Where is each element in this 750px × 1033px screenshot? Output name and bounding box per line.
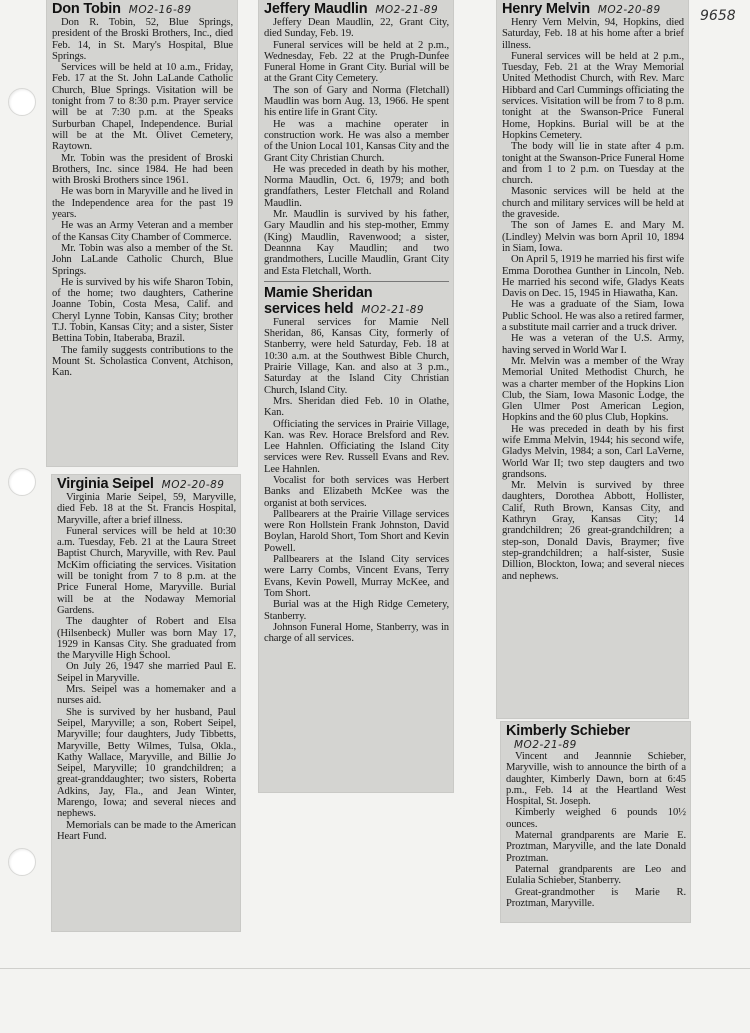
obituary-paragraph: Johnson Funeral Home, Stanberry, was in charge of all services. xyxy=(264,621,449,645)
obituary-paragraph: Funeral services for Mamie Nell Sheridan, 86, Kansas City, formerly of Stanberry, were held Saturday, Feb. 18 at 10:30 a.m. at the Southwest Bible Church, Prairie Village, Kan. and also at 3 p.m., Saturday at the Island City Christian Church, Island City. xyxy=(264,316,449,396)
obituary-paragraph: He is survived by his wife Sharon Tobin, of the home; two daughters, Catherine Joanne Tobin, Costa Mesa, Calif. and Cheryl Lynne Tobin, Kansas City; brother T.J. Tobin, Kansas City; and a sister, Sister Bettina Tobin, Itaberaba, Brazil. xyxy=(52,276,233,345)
handwritten-date: MO2-20-89 xyxy=(597,4,661,16)
clipping-henry-melvin xyxy=(497,0,688,718)
obituary-paragraph: Mrs. Seipel was a homemaker and a nurses aid. xyxy=(57,684,236,707)
obituary-paragraph: Vocalist for both services was Herbert Banks and Elizabeth McKee was the organist at both services. xyxy=(264,474,449,509)
obituary-paragraph: He was a machine operater in construction work. He was also a member of the Union Local 101, Kansas City and the Grant City Christian Church. xyxy=(264,118,449,164)
handwritten-date: MO2-21-89 xyxy=(514,739,577,751)
obituary-paragraph: Mrs. Sheridan died Feb. 10 in Olathe, Kan. xyxy=(264,395,449,419)
page-id-mark: 9658 xyxy=(700,8,736,24)
announcement-title: Kimberly Schieber xyxy=(506,723,630,739)
obituary-paragraph: Mr. Tobin was also a member of the St. John LaLande Catholic Church, Blue Springs. xyxy=(52,242,233,277)
obituary-paragraph: He was an Army Veteran and a member of the Kansas City Chamber of Commerce. xyxy=(52,220,233,243)
obituary-paragraph: Don R. Tobin, 52, Blue Springs, president of the Broski Brothers, Inc., died Feb. 14, in St. Mary's Hospital, Blue Springs. xyxy=(52,17,233,62)
obituary-paragraph: Mr. Maudlin is survived by his father, Gary Maudlin and his step-mother, Emmy (King) Maudlin, Ravenwood; a sister, Deannna Kay Maudlin; and two grandmothers, Lucille Maudlin, Grant City and Esta Fletchall, Worth. xyxy=(264,209,449,277)
obituary-paragraph: Memorials can be made to the American Heart Fund. xyxy=(57,819,236,842)
announcement-paragraph: Kimberly weighed 6 pounds 10½ ounces. xyxy=(506,807,686,830)
obituary-paragraph: On July 26, 1947 she married Paul E. Seipel in Maryville. xyxy=(57,661,236,684)
announcement-paragraph: Paternal grandparents are Leo and Eulalia Schieber, Stanberry. xyxy=(506,863,686,887)
obituary-title: Virginia Seipel xyxy=(57,476,154,492)
handwritten-date: MO2-21-89 xyxy=(361,303,425,316)
announcement-paragraph: Maternal grandparents are Marie E. Proztman, Maryville, and the late Donald Proztman. xyxy=(506,830,686,864)
handwritten-date: MO2-20-89 xyxy=(161,479,225,491)
obituary-paragraph: Jeffery Dean Maudlin, 22, Grant City, died Sunday, Feb. 19. xyxy=(264,17,449,40)
obituary-paragraph: Pallbearers at the Island City services were Larry Combs, Vincent Evans, Terry Evans, Kevin Powell, Murray McKee, and Tom Short. xyxy=(264,554,449,599)
obituary-paragraph: Mr. Melvin was a member of the Wray Memorial United Methodist Church, he was a charter member of the Hopkins Lion Club, the Siam, Iowa Masonic Lodge, the Glen Ulmer Post American Legion, Hopkins and the 60 plus Club, Hopkins. xyxy=(502,355,684,424)
obituary-paragraph: Officiating the services in Prairie Village, Kan. was Rev. Horace Brelsford and Rev. Lee Hahnlen. Officiating the Island City services were Rev. Russell Evans and Rev. Lee Hahnlen. xyxy=(264,418,449,475)
obituary-paragraph: Virginia Marie Seipel, 59, Maryville, died Feb. 18 at the St. Francis Hospital, Maryville, after a brief illness. xyxy=(57,492,236,526)
announcement-paragraph: Vincent and Jeannnie Schieber, Maryville, wish to announce the birth of a daughter, Kimberly Dawn, born at 6:45 p.m., Feb. 14 at the Heartland West Hospital, St. Joseph. xyxy=(506,751,686,808)
obituary-paragraph: He was a graduate of the Siam, Iowa Public School. He was also a retired farmer, a substitute mail carrier and a truck driver. xyxy=(502,299,684,334)
binder-hole xyxy=(8,468,36,496)
obituary-paragraph: Henry Vern Melvin, 94, Hopkins, died Saturday, Feb. 18 at his home after a brief illness. xyxy=(502,17,684,51)
obituary-paragraph: Funeral services will be held at 2 p.m., Wednesday, Feb. 22 at the Prugh-Dunfee Funeral Home in Grant City. Burial will be at the Grant City Cemetery. xyxy=(264,39,449,85)
obituary-title: Mamie Sheridan xyxy=(264,284,373,301)
obituary-paragraph: Services will be held at 10 a.m., Friday, Feb. 17 at the St. John LaLande Catholic Church, Blue Springs. Visitation will be tonight from 7 to 8:30 p.m. Prayer service will be at 7:30 p.m. at the Speaks Surburban Chapel, Independence. Burial will be at the Mt. Olivet Cemetery, Raytown. xyxy=(52,62,233,153)
obituary-paragraph: Funeral services will be held at 10:30 a.m. Tuesday, Feb. 21 at the Laura Street Baptist Church, Maryville, with Rev. Paul McKim officiating the services. Visitation will be tonight from 7 to 8 p.m. at the Price Funeral Home, Maryville. Burial will be at the Nodaway Memorial Gardens. xyxy=(57,525,236,616)
obituary-paragraph: Funeral services will be held at 2 p.m., Tuesday, Feb. 21 at the Wray Memorial United Methodist Church, with Rev. Marc Hibbard and Carl Cummings officiating the services. Visitation will be from 7 to 8 p.m. tonight at the Swanson-Price Funeral Home, Hopkins. Burial will be at the Hopkins Cemetery. xyxy=(502,50,684,141)
obituary-paragraph: The body will lie in state after 4 p.m. tonight at the Swanson-Price Funeral Home and from 1 to 2 p.m. on Tuesday at the church. xyxy=(502,141,684,187)
obituary-subtitle: services held xyxy=(264,300,354,317)
obituary-paragraph: He was born in Maryville and he lived in the Independence area for the past 19 years. xyxy=(52,186,233,221)
binder-hole xyxy=(8,88,36,116)
page-edge xyxy=(0,968,750,969)
obituary-paragraph: He was preceded in death by his first wife Emma Melvin, 1944; his second wife, Gladys Melvin, 1984; a son, Carl LaVerne, World War II; two step daugters and two grandsons. xyxy=(502,423,684,480)
obituary-paragraph: She is survived by her husband, Paul Seipel, Maryville; a son, Robert Seipel, Maryville; four daughters, Judy Tibbetts, Maryville, Betty Wilmes, Tulsa, Okla., Kathy Wallace, Maryville, and Billie Jo Seipel, Maryville; 10 grandchildren; a great-granddaughter; two sisters, Roberta Adkins, Jay, Fla., and Jean Winter, Marengo, Iowa; and several nieces and nephews. xyxy=(57,706,236,820)
obituary-paragraph: Mr. Melvin is survived by three daughters, Dorothea Abbott, Hollister, Calif, Ruth Brown, Kansas City, and Kathryn Gray, Kansas City; 14 grandchildren; 26 great-grandchildren; a step-son, Donald Davis, Braymer; five step-grandchildren; a half-sister, Susie Dillion, Blockton, Iowa; and several nieces and nephews. xyxy=(502,480,684,582)
obituary-title: Don Tobin xyxy=(52,1,121,17)
obituary-paragraph: He was preceded in death by his mother, Norma Maudlin, Oct. 6, 1979; and both grandfathers, Lester Fletchall and Roland Maudlin. xyxy=(264,163,449,209)
obituary-paragraph: He was a veteran of the U.S. Army, having served in World War I. xyxy=(502,333,684,356)
clipping-virginia-seipel xyxy=(52,475,240,931)
obituary-paragraph: The family suggests contributions to the Mount St. Scholastica Convent, Atchison, Kan. xyxy=(52,344,233,379)
obituary-paragraph: Masonic services will be held at the church and military services will be held at the graveside. xyxy=(502,186,684,221)
obituary-title: Henry Melvin xyxy=(502,1,590,17)
handwritten-date: MO2-21-89 xyxy=(375,4,439,16)
obituary-paragraph: Pallbearers at the Prairie Village services were Ron Hollstein Frank Johnston, David Boylan, Harold Short, Tom Short and Kevin Powell. xyxy=(264,508,449,554)
obituary-paragraph: Mr. Tobin was the president of Broski Brothers, Inc. since 1984. He had been with Broski Brothers since 1961. xyxy=(52,152,233,187)
column-divider xyxy=(264,281,449,282)
obituary-paragraph: Burial was at the High Ridge Cemetery, Stanberry. xyxy=(264,599,449,622)
announcement-paragraph: Great-grandmother is Marie R. Proztman, Maryville. xyxy=(506,886,686,909)
obituary-paragraph: The son of James E. and Mary M. (Lindley) Melvin was born April 10, 1894 in Siam, Iowa. xyxy=(502,220,684,254)
obituary-paragraph: The son of Gary and Norma (Fletchall) Maudlin was born Aug. 13, 1966. He spent his entire life in Grant City. xyxy=(264,84,449,119)
clipping-kimberly-schieber xyxy=(501,722,690,922)
clipping-don-tobin xyxy=(47,0,237,466)
binder-hole xyxy=(8,848,36,876)
clipping-maudlin-sheridan xyxy=(259,0,453,792)
obituary-paragraph: The daughter of Robert and Elsa (Hilsenbeck) Muller was born May 17, 1929 in Kansas City. She graduated from the Maryville High School. xyxy=(57,616,236,662)
obituary-paragraph: On April 5, 1919 he married his first wife Emma Dorothea Gunther in Lincoln, Neb. He married his second wife, Gladys Keats Davis on Dec. 15, 1945 in Hiawatha, Kan. xyxy=(502,254,684,300)
handwritten-date: MO2-16-89 xyxy=(128,4,192,16)
obituary-title: Jeffery Maudlin xyxy=(264,1,368,17)
